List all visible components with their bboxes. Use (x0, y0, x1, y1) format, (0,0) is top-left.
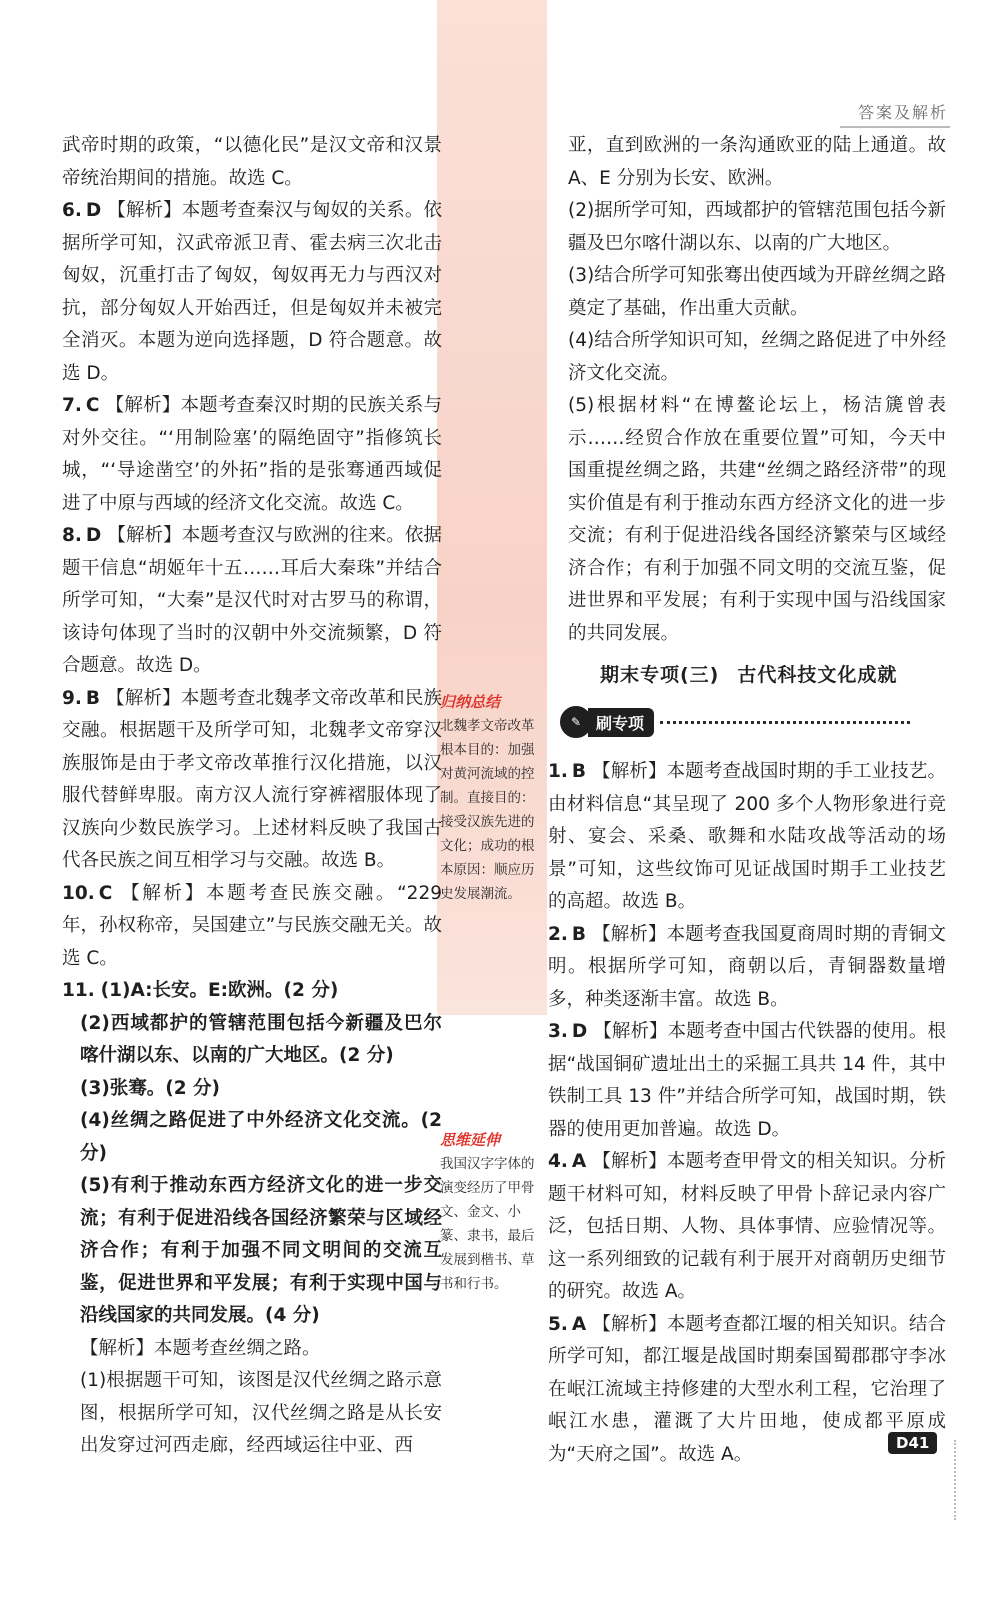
answer-text: 【解析】本题考查都江堰的相关知识。结合所学可知，都江堰是战国时期秦国蜀郡郡守李冰在岷江流域主持修建的大型水利工程，它治理了岷江水患，灌溉了大片田地，使成都平原成为“天府之国”。故选 A。 (548, 1313, 946, 1465)
answer-item (62, 878, 442, 976)
left-column (62, 130, 442, 1463)
answer-letter: B (85, 687, 101, 709)
answer-text: 【解析】本题考查战国时期的手工业技艺。由材料信息“其呈现了 200 多个人物形象进行竞射、宴会、采桑、歌舞和水陆攻战等活动的场景”可知，这些纹饰可见证战国时期手工业技艺的高超。故选 B。 (548, 761, 946, 912)
answer-text: 【解析】本题考查民族交融。“229 年，孙权称帝，吴国建立”与民族交融无关。故选 C。 (62, 882, 442, 969)
answer-item (62, 195, 442, 390)
answer-text: 【解析】本题考查中国古代铁器的使用。根据“战国铜矿遗址出土的采掘工具共 14 件，其中铁制工具 13 件”并结合所学可知，战国时期，铁器的使用更加普遍。故选 D。 (548, 1021, 946, 1140)
answer-letter: B (571, 761, 587, 782)
answer-text: 【解析】本题考查我国夏商周时期的青铜文明。根据所学可知，商朝以后，青铜器数量增多，种类逐渐丰富。故选 B。 (548, 923, 946, 1010)
answer-letter: A (571, 1151, 587, 1172)
answer-text: 【解析】本题考查北魏孝文帝改革和民族交融。根据题干及所学可知，北魏孝文帝穿汉族服饰是由于孝文帝改革推行汉化措施，以汉服代替鲜卑服。南方汉人流行穿裤褶服体现了汉族向少数民族学习。上述材料反映了我国古代各民族之间互相学习与交融。故选 B。 (62, 687, 442, 871)
dotted-divider (660, 721, 910, 724)
analysis-text: (4)结合所学知识可知，丝绸之路促进了中外经济文化交流。 (568, 330, 946, 384)
answer-item (548, 1309, 946, 1472)
answer-letter: D (85, 525, 102, 546)
answer-item-11 (62, 975, 442, 1008)
question-number: 1. (548, 761, 568, 782)
answer-letter: C (98, 882, 113, 904)
corner-dots (930, 1440, 956, 1520)
sub-answer: (3)张骞。(2 分) (80, 1077, 221, 1099)
answer-item (548, 756, 946, 919)
answer-item (62, 130, 442, 195)
question-number: 7. (62, 395, 82, 416)
sub-answer: (4)丝绸之路促进了中外经济文化交流。(2 分) (80, 1110, 442, 1164)
answer-letter: A (571, 1313, 587, 1335)
sub-answer: (5)有利于推动东西方经济文化的进一步交流；有利于促进沿线各国经济繁荣与区域经济合作；有利于加强不同文明间的交流互鉴，促进世界和平发展；有利于实现中国与沿线国家的共同发展。(4 分) (80, 1175, 442, 1326)
section-badge (560, 706, 910, 738)
analysis-text: (5)根据材料“在博鳌论坛上，杨洁篪曾表示……经贸合作放在重要位置”可知，今天中国重提丝绸之路，共建“丝绸之路经济带”的现实价值是有利于推动东西方经济文化的进一步交流；有利于促进沿线各国经济繁荣与区域经济合作；有利于加强不同文明的交流互鉴，促进世界和平发展；有利于实现中国与沿线国家的共同发展。 (568, 395, 946, 644)
side-note-text: 我国汉字字体的演变经历了甲骨文、金文、小篆、隶书，最后发展到楷书、草书和行书。 (440, 1156, 535, 1292)
answer-item (62, 520, 442, 683)
answer-text: 【解析】本题考查秦汉与匈奴的关系。依据所学可知，汉武帝派卫青、霍去病三次北击匈奴，沉重打击了匈奴，匈奴再无力与西汉对抗，部分匈奴人开始西迁，但是匈奴并未被完全消灭。本题为逆向选择题，D 符合题意。故选 D。 (62, 200, 442, 384)
page-header: 答案及解析 (857, 103, 948, 122)
section-number: 期末专项(三) (600, 664, 720, 686)
answer-text: 【解析】本题考查甲骨文的相关知识。分析题干材料可知，材料反映了甲骨卜辞记录内容广泛，包括日期、人物、具体事情、应验情况等。这一系列细致的记载有利于展开对商朝历史细节的研究。故选 A。 (548, 1151, 946, 1302)
analysis-text: (2)据所学可知，西域都护的管辖范围包括今新疆及巴尔喀什湖以东、以南的广大地区。 (568, 200, 946, 254)
side-note-title: 归纳总结 (440, 693, 501, 711)
side-note-text: 北魏孝文帝改革 根本目的：加强对黄河流域的控制。直接目的：接受汉族先进的文化；成功的根本原因：顺应历史发展潮流。 (440, 718, 535, 902)
answer-letter: D (85, 200, 102, 221)
question-number: 10. (62, 882, 95, 904)
side-note-title: 思维延伸 (440, 1131, 501, 1149)
section-subtitle: 古代科技文化成就 (737, 664, 898, 686)
sub-answer: (1)A:长安。E:欧洲。(2 分) (100, 980, 339, 1001)
question-number: 5. (548, 1313, 568, 1335)
pencil-icon: ✎ (560, 706, 592, 738)
sub-answer: (2)西域都护的管辖范围包括今新疆及巴尔喀什湖以东、以南的广大地区。(2 分) (80, 1012, 442, 1066)
side-note-extension (440, 1128, 546, 1296)
badge-label: 刷专项 (588, 708, 654, 737)
question-number: 11. (62, 980, 95, 1001)
answer-text: 【解析】本题考查汉与欧洲的往来。依据题干信息“胡姬年十五……耳后大秦珠”并结合所学可知，“大秦”是汉代时对古罗马的称谓，该诗句体现了当时的汉朝中外交流频繁，D 符合题意。故选 D。 (62, 525, 442, 676)
question-number: 6. (62, 200, 82, 221)
question-number: 4. (548, 1151, 568, 1172)
analysis-text: (3)结合所学可知张骞出使西域为开辟丝绸之路奠定了基础，作出重大贡献。 (568, 265, 946, 319)
right-column-questions (548, 756, 946, 1471)
answer-item (548, 919, 946, 1017)
question-number: 8. (62, 525, 82, 546)
analysis-text: 亚，直到欧洲的一条沟通欧亚的陆上通道。故 A、E 分别为长安、欧洲。 (568, 135, 946, 189)
side-note-summary (440, 690, 546, 906)
analysis-label: 【解析】本题考查丝绸之路。 (80, 1337, 321, 1359)
answer-letter: D (571, 1021, 588, 1042)
header-rule (840, 126, 950, 128)
right-column-top (568, 130, 946, 650)
answer-item (548, 1146, 946, 1309)
section-title (600, 660, 897, 687)
question-number: 2. (548, 923, 568, 945)
answer-item (62, 390, 442, 520)
answer-letter: C (85, 395, 100, 416)
question-number: 9. (62, 687, 82, 709)
answer-item (62, 683, 442, 878)
answer-text: 武帝时期的政策，“以德化民”是汉文帝和汉景帝统治期间的措施。故选 C。 (62, 135, 442, 189)
question-number: 3. (548, 1021, 568, 1042)
analysis-text: (1)根据题干可知，该图是汉代丝绸之路示意图，根据所学可知，汉代丝绸之路是从长安出发穿过河西走廊，经西域运往中亚、西 (80, 1370, 442, 1456)
answer-item (548, 1016, 946, 1146)
answer-letter: B (571, 923, 587, 945)
answer-text: 【解析】本题考查秦汉时期的民族关系与对外交往。“‘用制险塞’的隔绝固守”指修筑长城，“‘导途凿空’的外拓”指的是张骞通西域促进了中原与西域的经济文化交流。故选 C。 (62, 395, 442, 514)
page-number: D41 (888, 1432, 937, 1454)
